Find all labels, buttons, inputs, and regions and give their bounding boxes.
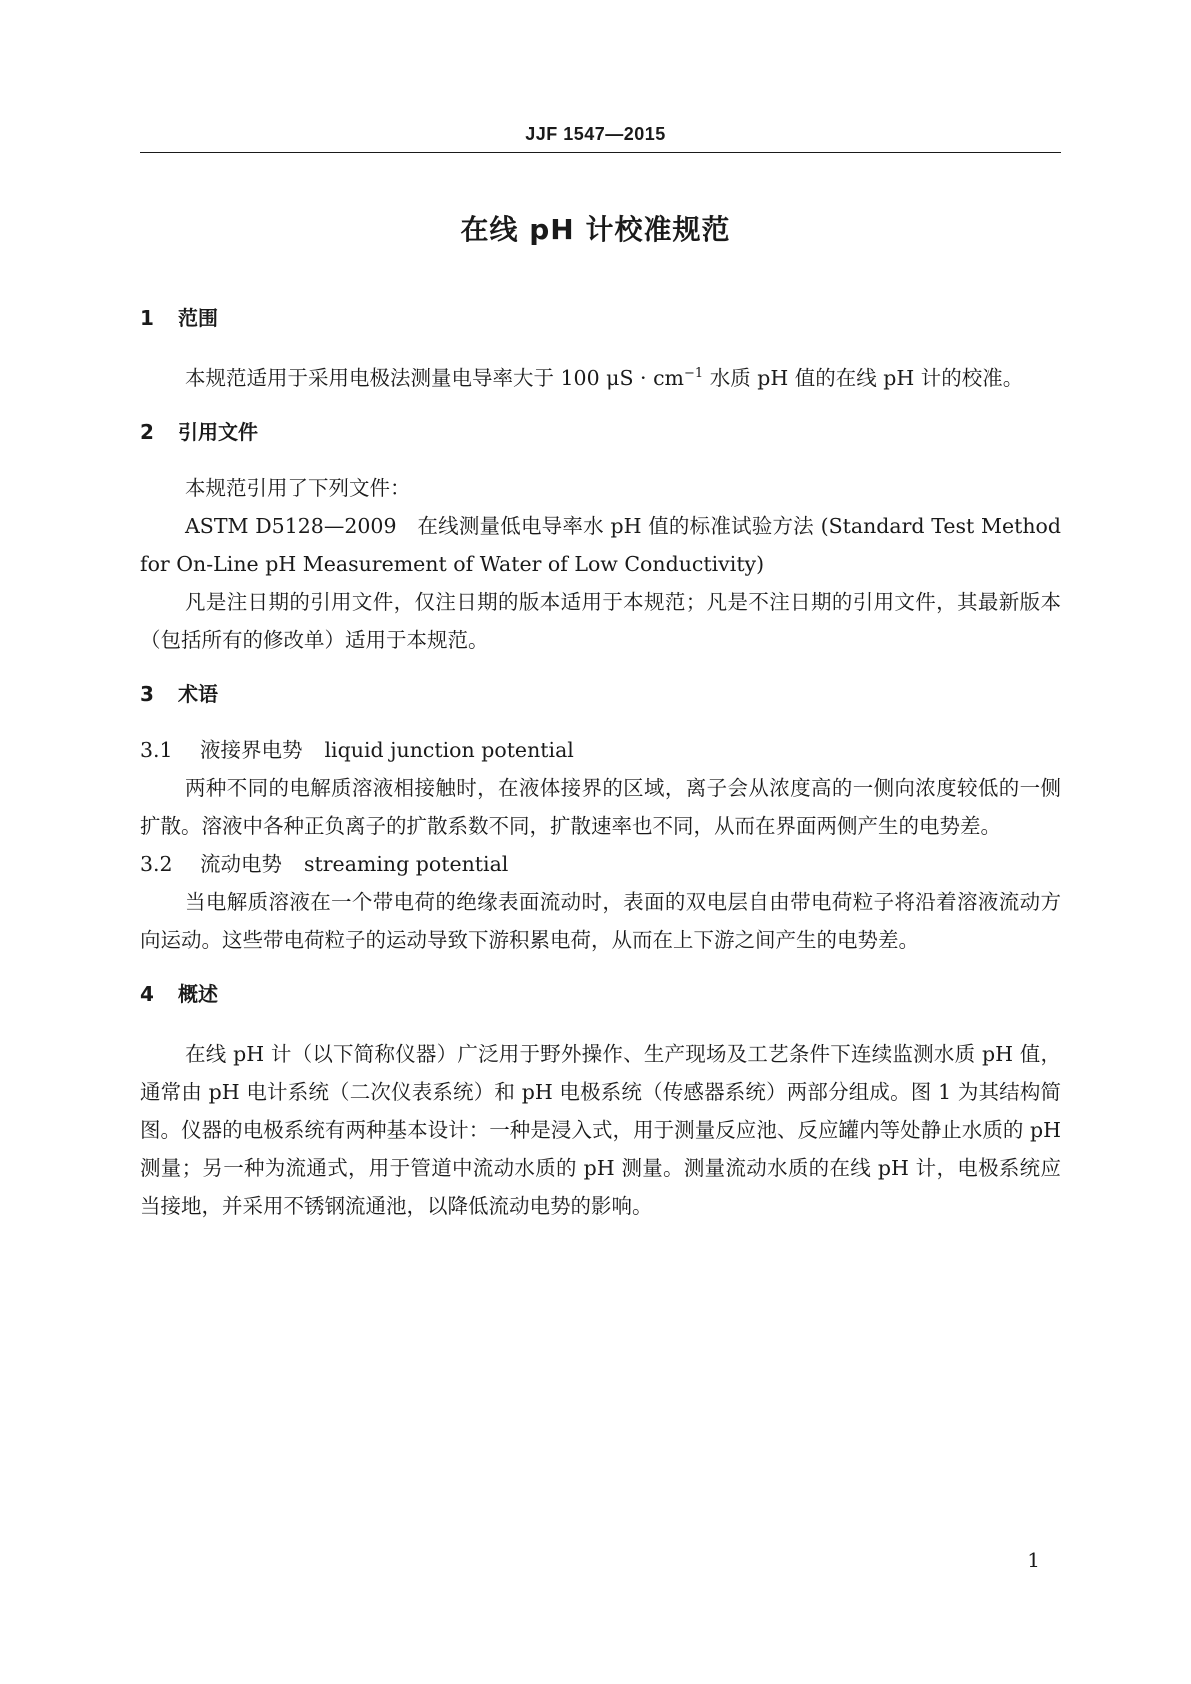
term-zh: 液接界电势 [200,738,303,762]
scope-text-after: 水质 pH 值的在线 pH 计的校准。 [703,366,1024,390]
overview-paragraph: 在线 pH 计（以下简称仪器）广泛用于野外操作、生产现场及工艺条件下连续监测水质 pH 值，通常由 pH 电计系统（二次仪表系统）和 pH 电极系统（传感器系统）两部分组成。图 1 为其结构简图。仪器的电极系统有两种基本设计：一种是浸入式，用于测量反应池、反应罐内等处静止水质的 pH 测量；另一种为流通式，用于管道中流动水质的 pH 测量。测量流动水质的在线 pH 计，电极系统应当接地，并采用不锈钢流通池，以降低流动电势的影响。 [140,1042,1061,1218]
section-number: 4 [140,982,154,1006]
section-heading-references [140,417,1061,447]
references-astm: ASTM D5128—2009 在线测量低电导率水 pH 值的标准试验方法 (Standard Test Method for On-Line pH Measurement of Water of Low Conductivity) [140,514,1061,576]
document-title: 在线 pH 计校准规范 [460,213,731,246]
term-zh: 流动电势 [200,852,282,876]
scope-paragraph [140,359,1061,397]
term-en: liquid junction potential [324,738,574,762]
term-number: 3.1 [140,738,173,762]
section-title: 概述 [178,982,218,1006]
section-number: 2 [140,420,154,444]
document-body [140,303,1061,1225]
header-divider [140,152,1061,153]
scope-text-before: 本规范适用于采用电极法测量电导率大于 100 μS · cm [185,366,684,390]
term-heading-liquid-junction [140,731,1061,769]
term-heading-streaming [140,845,1061,883]
term-definition-liquid-junction: 两种不同的电解质溶液相接触时，在液体接界的区域，离子会从浓度高的一侧向浓度较低的一侧扩散。溶液中各种正负离子的扩散系数不同，扩散速率也不同，从而在界面两侧产生的电势差。 [140,776,1061,838]
section-heading-overview [140,979,1061,1009]
section-number: 3 [140,682,154,706]
unit-exponent: −1 [684,366,704,382]
term-definition-streaming: 当电解质溶液在一个带电荷的绝缘表面流动时，表面的双电层自由带电荷粒子将沿着溶液流动方向运动。这些带电荷粒子的运动导致下游积累电荷，从而在上下游之间产生的电势差。 [140,890,1061,952]
section-heading-terms [140,679,1061,709]
section-title: 术语 [178,682,218,706]
term-en: streaming potential [304,852,509,876]
section-heading-scope [140,303,1061,333]
references-dating-note: 凡是注日期的引用文件，仅注日期的版本适用于本规范；凡是不注日期的引用文件，其最新版本（包括所有的修改单）适用于本规范。 [140,590,1061,652]
term-number: 3.2 [140,852,173,876]
references-intro: 本规范引用了下列文件： [185,476,411,500]
page-number: 1 [1027,1548,1040,1572]
section-title: 引用文件 [178,420,258,444]
section-number: 1 [140,306,154,330]
standard-code-header: JJF 1547—2015 [525,124,666,144]
section-title: 范围 [178,306,218,330]
